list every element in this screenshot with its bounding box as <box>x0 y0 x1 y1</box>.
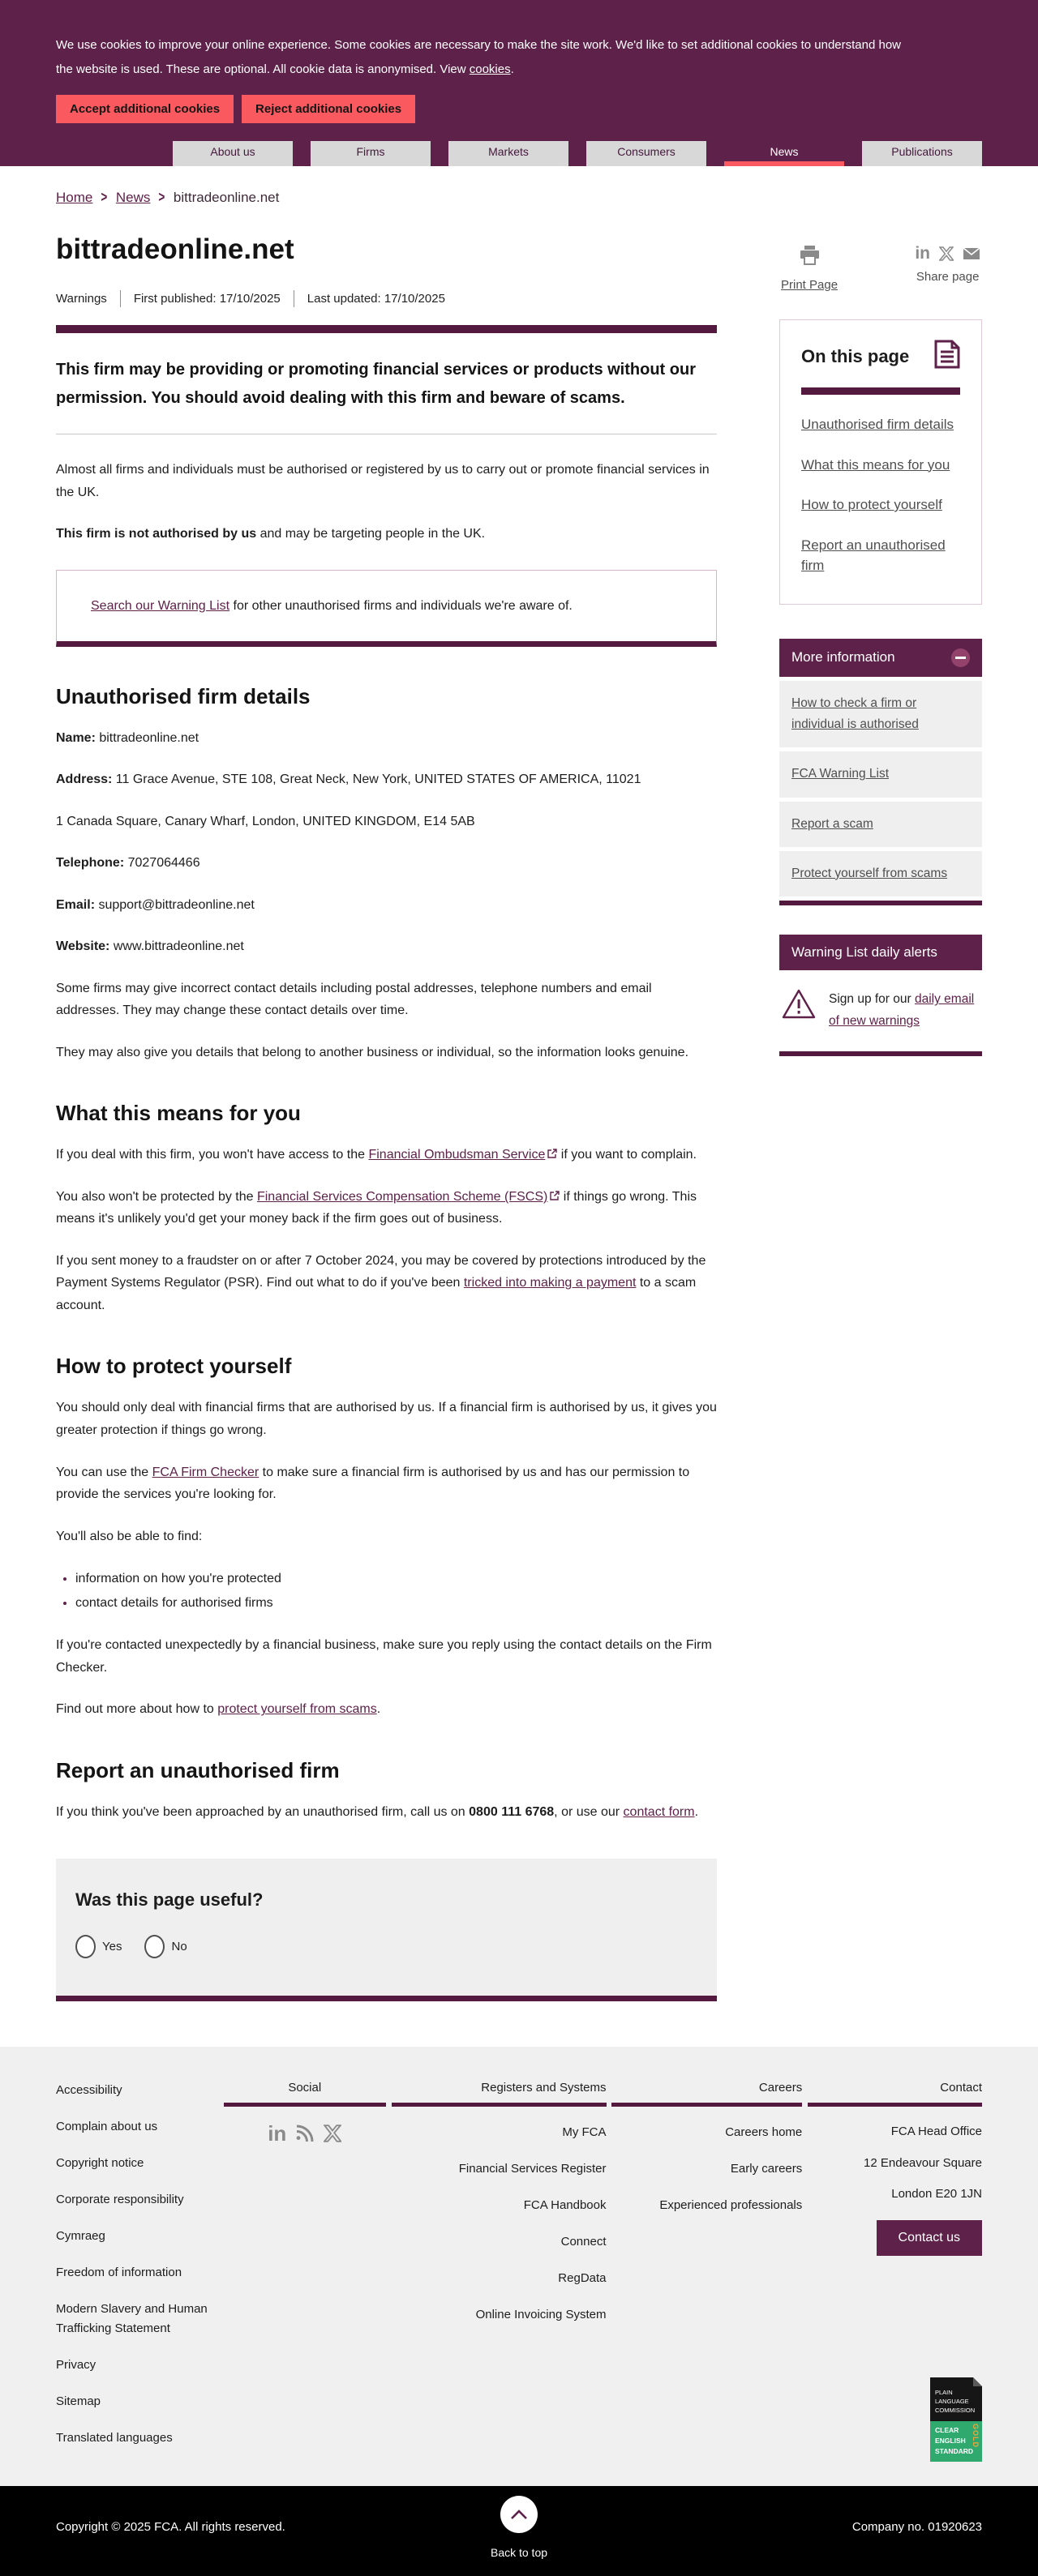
feedback-yes-option[interactable] <box>75 1935 122 1958</box>
chevron-right-icon: > <box>158 189 165 205</box>
firm-address-row: Address: 11 Grace Avenue, STE 108, Great Neck, New York, UNITED STATES OF AMERICA, 11021 <box>56 772 641 787</box>
tab-consumers[interactable]: Consumers <box>586 141 706 166</box>
feedback-options <box>75 1935 697 1958</box>
search-warning-list-link[interactable]: Search our Warning List <box>91 598 230 613</box>
share-page-label: Share page <box>916 270 980 284</box>
sidebar <box>779 220 982 2001</box>
report-a-scam-link[interactable]: Report a scam <box>791 816 873 831</box>
protect-from-scams-link[interactable]: protect yourself from scams <box>217 1702 377 1717</box>
warning-list-callout: Search our Warning List for other unauthorised firms and individuals we're aware of. <box>56 570 717 647</box>
printer-icon[interactable] <box>799 255 821 269</box>
breadcrumb-home[interactable]: Home <box>56 189 93 205</box>
details-paragraph-2: They may also give you details that belong to another business or individual, so the information looks genuine. <box>56 1045 689 1059</box>
ombudsman-link[interactable]: Financial Ombudsman Service <box>368 1148 546 1162</box>
plain-language-commission-badge: PLAIN LANGUAGE COMMISSION CLEAR ENGLISH STANDARD GOLD <box>930 2377 982 2462</box>
daily-alerts-text: Sign up for our daily email of new warnings <box>829 992 975 1029</box>
footer-social-heading: Social <box>288 2081 322 2095</box>
cookie-banner <box>0 0 1038 166</box>
tricked-into-payment-link[interactable]: tricked into making a payment <box>463 1276 637 1290</box>
footer-link-freedom-of-information[interactable]: Freedom of information <box>56 2266 182 2280</box>
footer-link-fs-register[interactable]: Financial Services Register <box>458 2162 607 2176</box>
footer-link-regdata[interactable]: RegData <box>558 2271 607 2286</box>
footer-link-connect[interactable]: Connect <box>560 2235 607 2249</box>
section-heading-means: What this means for you <box>56 1101 301 1126</box>
protect-paragraph-5: Find out more about how to protect yourself from scams. <box>56 1702 381 1717</box>
back-to-top-button[interactable] <box>491 2496 547 2559</box>
not-authorised-bold: This firm is not authorised by us <box>56 527 257 541</box>
document-icon <box>934 340 960 373</box>
means-paragraph-3: If you sent money to a fraudster on or after 7 October 2024, you may be covered by protections introduced by the Payment Systems Regulator (PSR). Find out what to do if you've been tricked into making a payment to a scam account. <box>56 1253 706 1312</box>
tab-firms[interactable]: Firms <box>311 141 431 166</box>
check-firm-authorised-link[interactable]: How to check a firm or individual is authorised <box>791 695 919 731</box>
page-title: bittradeonline.net <box>56 233 294 265</box>
protect-bullet-list <box>75 1567 717 1615</box>
daily-alerts-title: Warning List daily alerts <box>791 944 937 961</box>
feedback-title: Was this page useful? <box>75 1889 264 1911</box>
fca-city-line: London E20 1JN <box>891 2187 982 2202</box>
footer-link-experienced-professionals[interactable]: Experienced professionals <box>659 2198 803 2213</box>
warning-statement: This firm may be providing or promoting financial services or products without our permission. You should avoid dealing with this firm and beware of scams. <box>56 361 696 407</box>
meta-category: Warnings <box>56 292 107 306</box>
print-page-control[interactable] <box>781 245 838 292</box>
section-heading-protect: How to protect yourself <box>56 1354 292 1379</box>
more-info-item[interactable] <box>779 851 982 896</box>
footer-careers-heading: Careers <box>758 2081 803 2095</box>
anchor-link-means[interactable]: What this means for you <box>801 456 950 473</box>
gold-standard-label: GOLD <box>972 2423 980 2448</box>
radio-no[interactable] <box>144 1935 165 1958</box>
external-link-icon <box>547 1144 557 1166</box>
tab-news[interactable]: News <box>724 141 844 166</box>
footer-link-modern-slavery[interactable]: Modern Slavery and Human Trafficking Statement <box>56 2302 208 2336</box>
firm-email-row: Email: support@bittradeonline.net <box>56 897 255 912</box>
back-to-top-label[interactable]: Back to top <box>490 2546 548 2560</box>
maroon-divider-bar <box>392 2103 607 2107</box>
cookie-message-text: We use cookies to improve your online experience. Some cookies are necessary to make the site work. We'd like to set additional cookies to understand how the website is used. These are optional. All cookie data is anonymised. View <box>56 38 902 76</box>
on-this-page-title: On this page <box>801 345 910 366</box>
fscs-link[interactable]: Financial Services Compensation Scheme (FSCS) <box>256 1189 548 1204</box>
chevron-right-icon: > <box>101 189 108 205</box>
footer-contact-heading: Contact <box>940 2081 982 2095</box>
meta-first-published: First published: 17/10/2025 <box>120 290 294 307</box>
footer-link-accessibility[interactable]: Accessibility <box>56 2083 122 2098</box>
footer-link-copyright-notice[interactable]: Copyright notice <box>56 2156 144 2171</box>
x-icon[interactable] <box>324 2125 341 2142</box>
protect-paragraph-3: You'll also be able to find: <box>56 1529 203 1543</box>
firm-telephone-row: Telephone: 7027064466 <box>56 856 200 871</box>
page-feedback-panel <box>56 1859 717 2001</box>
fca-warning-list-link[interactable]: FCA Warning List <box>791 767 890 781</box>
email-icon[interactable] <box>963 247 980 260</box>
maroon-divider-bar <box>611 2103 802 2107</box>
radio-yes-label: Yes <box>102 1940 122 1954</box>
maroon-divider-bar <box>224 2103 386 2107</box>
contact-form-link[interactable]: contact form <box>623 1804 695 1819</box>
anchor-link-report[interactable]: Report an unauthorised firm <box>801 537 946 573</box>
cookie-buttons <box>56 95 982 141</box>
fca-address-line: 12 Endeavour Square <box>864 2155 982 2170</box>
maroon-divider-bar <box>779 1051 982 1056</box>
report-paragraph: If you think you've been approached by an unauthorised firm, call us on 0800 111 6768, or use our contact form. <box>56 1804 699 1819</box>
protect-paragraph-4: If you're contacted unexpectedly by a financial business, make sure you reply using the contact details on the Firm Checker. <box>56 1638 712 1675</box>
tab-publications[interactable]: Publications <box>862 141 982 166</box>
radio-yes[interactable] <box>75 1935 96 1958</box>
meta-last-updated: Last updated: 17/10/2025 <box>294 290 458 307</box>
bullet-item: • information on how you're protected <box>75 1567 717 1591</box>
maroon-divider-bar <box>808 2103 982 2107</box>
footer-legal-links <box>56 2081 218 2465</box>
maroon-divider-bar <box>779 901 982 905</box>
x-icon[interactable] <box>939 246 954 261</box>
cookie-message-end: . <box>510 62 514 76</box>
contact-us-button[interactable]: Contact us <box>877 2220 982 2256</box>
copyright-text: Copyright © 2025 FCA. All rights reserved. <box>56 2520 285 2535</box>
details-paragraph-1: Some firms may give incorrect contact details including postal addresses, telephone numbers and email addresses. They may change these contact details over time. <box>56 981 652 1018</box>
footer-link-sitemap[interactable]: Sitemap <box>56 2394 101 2409</box>
footer-careers-column <box>611 2081 802 2232</box>
main-content <box>56 220 717 2001</box>
footer-social-column <box>224 2081 386 2144</box>
firm-checker-link[interactable]: FCA Firm Checker <box>152 1465 260 1479</box>
daily-email-signup-link[interactable]: daily email of new warnings <box>829 992 975 1029</box>
footer-link-translated-languages[interactable]: Translated languages <box>56 2431 173 2445</box>
bullet-item: • contact details for authorised firms <box>75 1591 717 1615</box>
report-phone-number: 0800 111 6768 <box>469 1804 555 1819</box>
more-info-item[interactable] <box>779 681 982 748</box>
footer-link-privacy[interactable]: Privacy <box>56 2358 97 2373</box>
breadcrumb-current: bittradeonline.net <box>173 189 280 205</box>
footer-link-complain[interactable]: Complain about us <box>56 2120 158 2134</box>
page-meta <box>56 290 717 307</box>
footer-link-cymraeg[interactable]: Cymraeg <box>56 2229 105 2244</box>
firm-address2-row: 1 Canada Square, Canary Wharf, London, UNITED KINGDOM, E14 5AB <box>56 814 475 828</box>
footer-link-corporate-responsibility[interactable]: Corporate responsibility <box>56 2193 184 2207</box>
maroon-divider-bar <box>56 325 717 333</box>
external-link-icon <box>550 1186 560 1209</box>
company-number: Company no. 01920623 <box>851 2520 982 2535</box>
reject-cookies-button[interactable]: Reject additional cookies <box>242 95 415 123</box>
warning-triangle-icon <box>781 988 817 1025</box>
section-heading-details: Unauthorised firm details <box>56 683 311 708</box>
footer-link-early-careers[interactable]: Early careers <box>730 2162 803 2176</box>
firm-website-row: Website: www.bittradeonline.net <box>56 939 244 954</box>
protect-paragraph-1: You should only deal with financial firms that are authorised by us. If a financial firm is authorised by us, it gives you greater protection if things go wrong. <box>56 1401 717 1437</box>
footer-link-online-invoicing[interactable]: Online Invoicing System <box>475 2308 607 2322</box>
anchor-link-protect[interactable]: How to protect yourself <box>801 497 942 512</box>
more-information-panel <box>779 639 982 906</box>
footer-contact-column <box>808 2081 982 2462</box>
footer-link-careers-home[interactable]: Careers home <box>725 2125 803 2140</box>
footer-link-my-fca[interactable]: My FCA <box>562 2125 607 2140</box>
footer <box>0 2047 1038 2486</box>
rss-icon[interactable] <box>296 2125 314 2142</box>
more-information-title: More information <box>791 649 895 665</box>
bottom-bar <box>0 2486 1038 2576</box>
maroon-divider-bar <box>801 387 960 395</box>
accept-cookies-button[interactable]: Accept additional cookies <box>56 95 234 123</box>
print-page-label[interactable]: Print Page <box>781 278 839 292</box>
more-info-item[interactable] <box>779 802 982 847</box>
protect-yourself-link[interactable]: Protect yourself from scams <box>791 866 948 880</box>
chevron-up-icon[interactable] <box>500 2496 538 2533</box>
page-utilities <box>779 245 982 292</box>
on-this-page-panel <box>779 319 982 605</box>
daily-alerts-panel <box>779 935 982 1056</box>
fca-head-office-line: FCA Head Office <box>890 2125 982 2139</box>
feedback-no-option[interactable] <box>144 1935 187 1958</box>
linkedin-icon[interactable]: in <box>268 2121 287 2146</box>
footer-registers-heading: Registers and Systems <box>481 2081 607 2095</box>
more-info-item[interactable] <box>779 751 982 797</box>
collapse-minus-icon[interactable] <box>951 648 970 667</box>
tab-about-us[interactable]: About us <box>173 141 293 166</box>
not-authorised-paragraph: This firm is not authorised by us and may be targeting people in the UK. <box>56 527 486 541</box>
share-page-control <box>915 245 980 292</box>
firm-name-row: Name: bittradeonline.net <box>56 730 199 745</box>
means-paragraph-2: You also won't be protected by the Financial Services Compensation Scheme (FSCS) if things go wrong. This means it's unlikely you'd get your money back if the firm goes out of business. <box>56 1186 717 1230</box>
anchor-link-details[interactable]: Unauthorised firm details <box>801 417 954 432</box>
tab-markets[interactable]: Markets <box>448 141 568 166</box>
radio-no-label: No <box>171 1940 187 1954</box>
breadcrumb-news[interactable]: News <box>115 189 151 205</box>
footer-link-fca-handbook[interactable]: FCA Handbook <box>523 2198 607 2213</box>
protect-paragraph-2: You can use the FCA Firm Checker to make sure a financial firm is authorised by us and has our permission to provide the services you're looking for. <box>56 1465 690 1502</box>
means-paragraph-1: If you deal with this firm, you won't have access to the Financial Ombudsman Service if you want to complain. <box>56 1144 717 1166</box>
cookies-link[interactable]: cookies <box>469 62 511 76</box>
breadcrumb <box>56 189 982 206</box>
cookie-message <box>56 33 916 82</box>
linkedin-icon[interactable]: in <box>915 244 930 263</box>
footer-registers-column <box>392 2081 607 2342</box>
section-heading-report: Report an unauthorised firm <box>56 1757 340 1782</box>
primary-nav <box>56 141 982 166</box>
intro-paragraph: Almost all firms and individuals must be authorised or registered by us to carry out or promote financial services in the UK. <box>56 463 710 499</box>
